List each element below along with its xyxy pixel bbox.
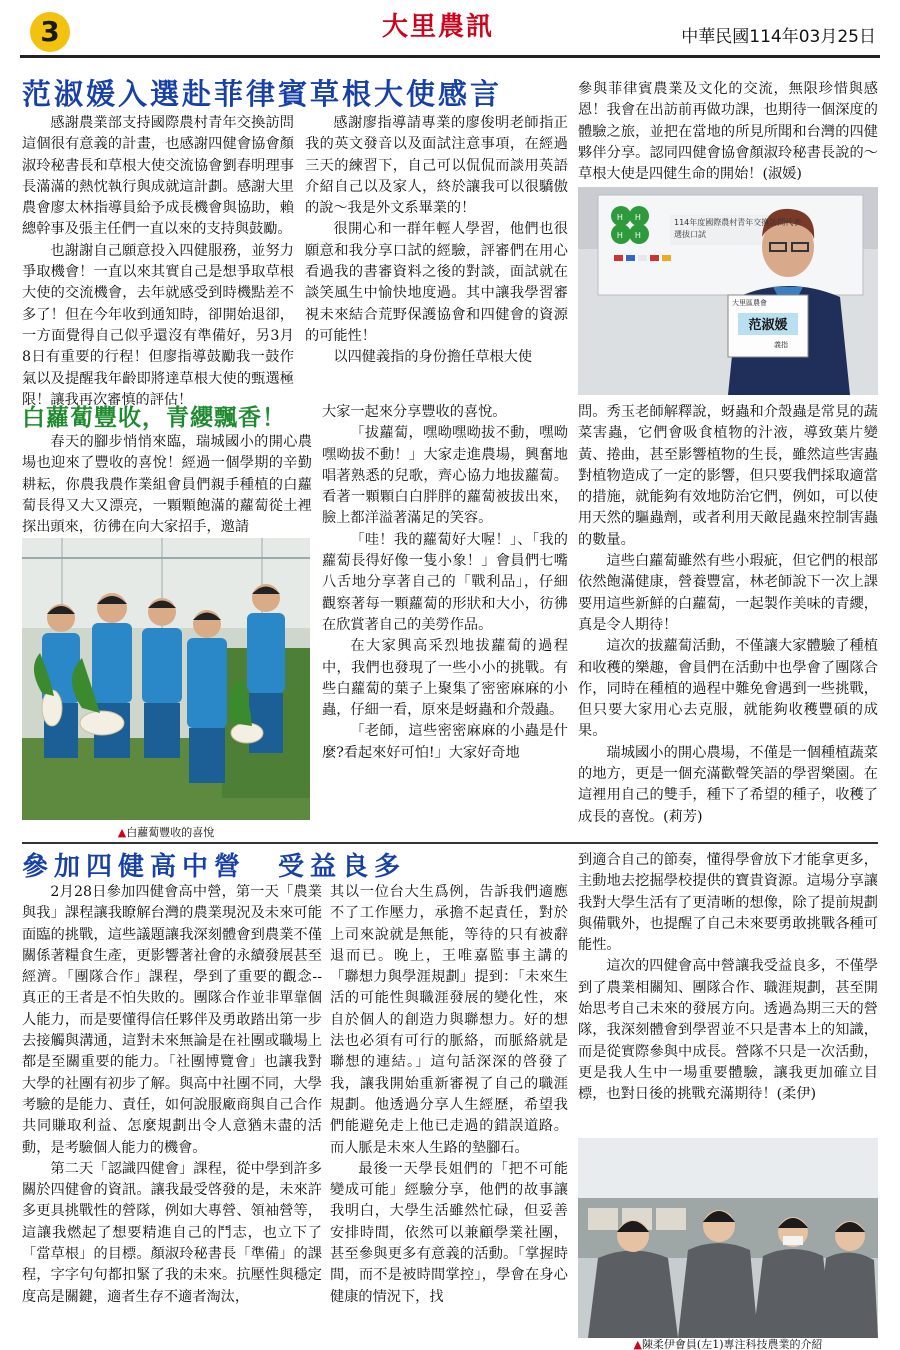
paragraph: 感謝廖指導請專業的廖俊明老師指正我的英文發音以及面試注意事項，在經過三天的練習下，自己可以侃侃而談用英語介紹自己以及家人，終於讓我可以很驕傲的說～我是外文系畢業的！ (305, 115, 568, 217)
article3-col3 (578, 850, 878, 1106)
article3-col1 (22, 882, 322, 1308)
paragraph: 春天的腳步悄悄來臨，瑞城國小的開心農場也迎來了豐收的喜悅！經過一個學期的辛勤耕耘，你農我農作業組會員們親手種植的白蘿蔔長得又大又漂亮，一顆顆飽滿的蘿蔔從土裡探出頭來，彷彿在向大家招手，邀請 (22, 434, 312, 536)
article2-col3 (578, 402, 878, 828)
paragraph: 感謝農業部支持國際農村青年交換訪問這個很有意義的計畫，也感謝四健會協會顏淑玲秘書長和草根大使交流協會劉春明理事長滿滿的熱忱執行與成就這計劃。感謝大里農會廖太林指導員給予成長機會與協助，賴總幹事及張主任們一直以來的支持與鼓勵。 (22, 115, 294, 238)
paragraph: 問。秀玉老師解釋說，蚜蟲和介殼蟲是常見的蔬菜害蟲，它們會吸食植物的汁液，導致葉片變黃、捲曲，甚至影響植物的生長，雖然這些害蟲對植物造成了一定的影響，但只要我們採取適當的措施，就能夠有效地防治它們，例如，可以使用天然的驅蟲劑，或者利用天敵昆蟲來控制害蟲的數量。 (578, 404, 878, 548)
paragraph: 大家一起來分享豐收的喜悅。 (322, 404, 507, 420)
svg-text:H: H (617, 231, 623, 240)
paragraph: 到適合自己的節奏，懂得學會放下才能拿更多，主動地去挖掘學校提供的寶貴資源。這場分享讓我對大學生活有了更清晰的想像，除了提前規劃與備戰外，也提醒了自己未來要勇敢挑戰各種可能性。 (578, 852, 878, 954)
paragraph: 參與菲律賓農業及文化的交流，無限珍惜與感恩！我會在出訪前再做功課，也期待一個深度的體驗之旅，並把在當地的所見所聞和台灣的四健夥伴分享。認同四健會協會顏淑玲秘書長說的～草根大使是四健生命的開始！(淑媛) (578, 81, 878, 183)
article3-caption (578, 1336, 878, 1350)
svg-text:H: H (635, 231, 641, 240)
article1-col3 (578, 79, 878, 185)
photo-illustration (22, 538, 310, 820)
article2-caption (22, 824, 310, 840)
photo-radish-harvest (22, 538, 310, 820)
paragraph: 這次的拔蘿蔔活動，不僅讓大家體驗了種植和收穫的樂趣，會員們在活動中也學會了團隊合作，同時在種植的過程中難免會遇到一些挑戰，但只要大家用心去克服，就能夠收穫豐碩的成果。 (578, 638, 878, 740)
photo-banner-text: 114年度國際農村青年交換訪問代表選拔口試 (674, 218, 802, 239)
paragraph: 「哇！我的蘿蔔好大喔！」、「我的蘿蔔長得好像一隻小象！」會員們七嘴八舌地分享著自己的「戰利品」，仔細觀察著每一顆蘿蔔的形狀和大小，彷彿在欣賞著自己的美勞作品。 (322, 531, 568, 633)
paragraph: 2月28日參加四健會高中營，第一天「農業與我」課程讓我瞭解台灣的農業現況及未來可能面臨的挑戰，這些議題讓我深刻體會到農業不僅關係著糧食生產，更影響著社會的永續發展甚至經濟。「團隊合作」課程，學到了重要的觀念--真正的王者是不怕失敗的。團隊合作並非單靠個人能力，而是要懂得信任夥伴及勇敢踏出第一步去接觸與溝通，這對未來無論是在社團或職場上都是至關重要的能力。「社團博覽會」也讓我對大學的社團有初步了解。與高中社團不同，大學考驗的是能力、責任，如何說服廠商與自己合作共同賺取利益、怎麼規劃出令人意猶未盡的活動，是考驗個人能力的機會。 (22, 884, 322, 1156)
paragraph: 第二天「認識四健會」課程，從中學到許多關於四健會的資訊。讓我最受啓發的是，未來許多更具挑戰性的營隊，例如大專營、領袖營等，這讓我燃起了想要精進自己的鬥志，也立下了「當草根」的目標。顏淑玲秘書長「準備」的課程，字字句句都扣緊了我的未來。抗壓性與穩定度高是關鍵，適者生存不適者淘汰， (22, 1160, 322, 1305)
article1-col2 (305, 113, 568, 369)
article3-title: 參加四健高中營 受益良多 (22, 852, 407, 882)
paragraph: 「老師，這些密密麻麻的小蟲是什麼?看起來好可怕!」大家好奇地 (322, 723, 568, 761)
paragraph: 瑞城國小的開心農場，不僅是一個種植蔬菜的地方，更是一個充滿歡聲笑語的學習樂園。在這裡用自己的雙手，種下了希望的種子，收穫了成長的喜悅。(莉芳) (578, 744, 878, 825)
article2-title: 白蘿蔔豐收，青纓飄香！ (22, 405, 286, 431)
caption-triangle-icon: ▲ (117, 826, 127, 839)
page-number: 3 (30, 12, 70, 52)
paragraph: 「拔蘿蔔，嘿呦嘿呦拔不動，嘿呦嘿呦拔不動！」大家走進農場，興奮地唱著熟悉的兒歌，齊心協力地拔蘿蔔。看著一顆顆白白胖胖的蘿蔔被拔出來，臉上都洋溢著滿足的笑容。 (322, 425, 568, 527)
photo-high-school-camp (578, 1138, 878, 1338)
issue-date: 中華民國114年03月25日 (681, 27, 876, 47)
photo-sign-name: 范淑媛 (748, 318, 788, 333)
paragraph: 以四健義指的身份擔任草根大使 (333, 349, 533, 366)
photo-sign-org: 大里區農會 (732, 299, 767, 307)
paragraph: 在大家興高采烈地拔蘿蔔的過程中，我們也發現了一些小小的挑戰。有些白蘿蔔的葉子上聚集了密密麻麻的小蟲，仔細一看，原來是蚜蟲和介殼蟲。 (322, 638, 568, 719)
article3-col2 (330, 882, 568, 1308)
article1-title: 范淑媛入選赴菲律賓草根大使感言 (22, 77, 503, 111)
article2-col1 (22, 432, 312, 538)
masthead-logo: 大里農訊 (382, 12, 495, 42)
caption-triangle-icon: ▲ (633, 1338, 642, 1350)
svg-text:H: H (635, 213, 641, 222)
paragraph: 最後一天學長姐們的「把不可能變成可能」經驗分享，他們的故事讓我明白，大學生活雖然忙碌，但妥善安排時間，依然可以兼顧學業社團，甚至參與更多有意義的活動。「掌握時間，而不是被時間掌控」，學會在身心健康的情況下，找 (330, 1160, 568, 1305)
article1-col1 (22, 113, 294, 411)
paragraph: 其以一位台大生爲例，告訴我們適應不了工作壓力，承擔不起責任，對於上司來說就是無能，等待的只有被辭退而已。晚上，王唯嘉監事主講的「聯想力與學涯規劃」提到：「未來生活的可能性與職涯發展的變化性，來自於個人的創造力與聯想力。好的想法也必須有可行的脈絡，而脈絡就是聯想的連結。」這句話深深的啓發了我，讓我開始重新審視了自己的職涯規劃。他透過分享人生經歷，希望我們能避免走上他已走過的錯誤道路。而人脈是未來人生路的墊腳石。 (330, 884, 568, 1156)
caption-text: 陳柔伊會員(左1)專注科技農業的介紹 (641, 1338, 823, 1350)
svg-text:H: H (617, 213, 623, 222)
caption-text: 白蘿蔔豐收的喜悅 (126, 826, 215, 839)
paragraph: 也謝謝自己願意投入四健服務，並努力爭取機會！一直以來其實自己是想爭取草根大使的交流機會，去年就感受到時機點差不多了！但在今年收到通知時，卻開始退卻，一方面覺得自己似乎還沒有準備好，另3月8日有重要的行程！但廖指導鼓勵我一鼓作氣以及提醒我年齡即將達草根大使的甄選極限！讓我再次審慎的評估！ (22, 242, 294, 408)
article2-col2 (322, 402, 568, 764)
section-divider (22, 842, 878, 844)
photo-illustration (578, 1138, 878, 1338)
photo-fan-shuyuan (578, 187, 878, 395)
paragraph: 這些白蘿蔔雖然有些小瑕疵，但它們的根部依然飽滿健康，營養豐富，林老師說下一次上課要用這些新鮮的白蘿蔔，一起製作美味的青纓，真是令人期待！ (578, 553, 878, 633)
photo-sign-role: 義指 (774, 341, 788, 349)
paragraph: 很開心和一群年輕人學習，他們也很願意和我分享口試的經驗，評審們在用心看過我的書審資料之後的對談，面試就在談笑風生中愉快地度過。其中讓我學習審視未來結合荒野保護協會和四健會的資源的可能性！ (305, 221, 568, 344)
paragraph: 這次的四健會高中營讓我受益良多，不僅學到了農業相關知、團隊合作、職涯規劃，甚至開始思考自己未來的發展方向。透過為期三天的營隊，我深刻體會到學習並不只是書本上的知識，而是從實際參與中成長。營隊不只是一次活動，更是我人生中一場重要體驗，讓我更加確立目標，也對日後的挑戰充滿期待！(柔伊) (578, 958, 878, 1103)
page-header (0, 0, 900, 55)
header-rule (20, 55, 880, 58)
